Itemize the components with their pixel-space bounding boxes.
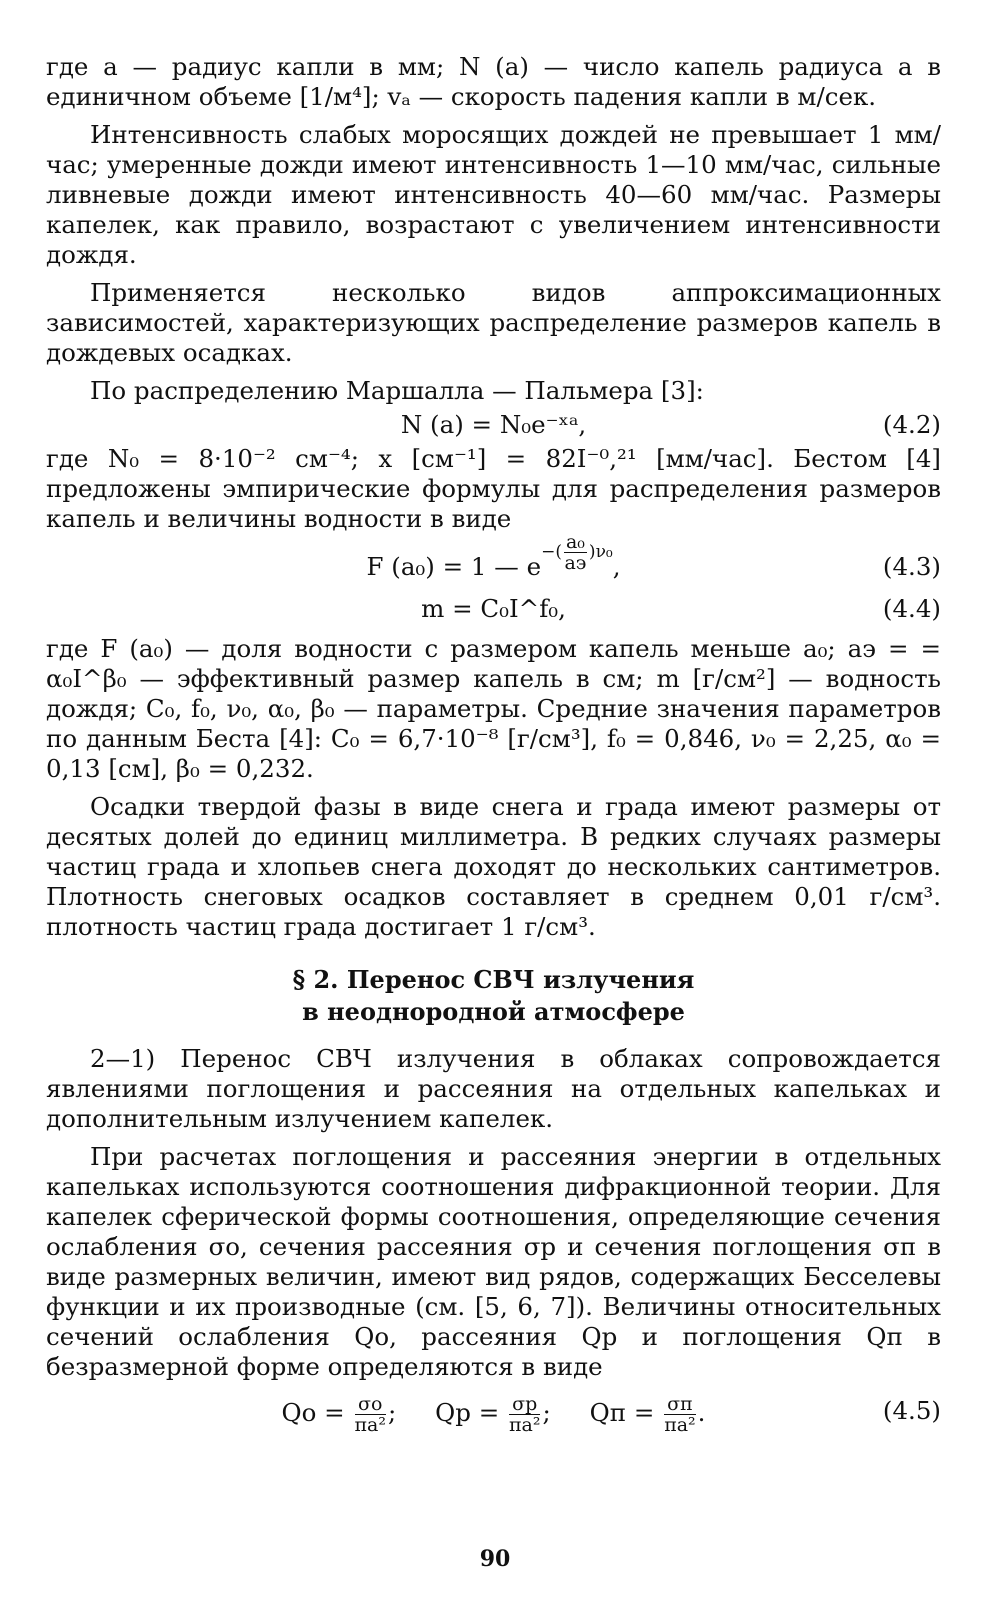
paragraph-9: При расчетах поглощения и рассеяния энергии в отдельных капельках используются соотношения дифракционной теории. Для капелек сферической формы соотношения, определяющие сечения ослабления σо, сечения рассеяния σр и сечения поглощения σп в виде размерных величин, имеют вид рядов, содержащих Бесселевы функции и их производные (см. [5, 6, 7]). Величины относительных сечений ослабления Qо, рассеяния Qр и поглощения Qп в безразмерной форме определяются в виде bbox=[46, 1142, 941, 1381]
equation-4-3-exp-pow: ν₀ bbox=[595, 542, 613, 562]
equation-4-3-lhs: F (a₀) = 1 — e bbox=[366, 552, 542, 581]
equation-4-2 bbox=[46, 408, 941, 442]
equation-4-5-q2-lhs: Qр = bbox=[435, 1398, 500, 1427]
equation-4-5 bbox=[46, 1384, 941, 1442]
equation-4-5-q1-num: σо bbox=[355, 1394, 386, 1415]
equation-4-3-body bbox=[46, 531, 941, 591]
equation-4-2-number: (4.2) bbox=[882, 410, 941, 439]
equation-4-5-q1-den: πa² bbox=[354, 1414, 386, 1436]
paragraph-3: Применяется несколько видов аппроксимационных зависимостей, характеризующих распределение размеров капель в дождевых осадках. bbox=[46, 278, 941, 367]
equation-4-5-q3-num: σп bbox=[664, 1394, 695, 1415]
equation-4-3-exponent: −( a₀ aэ )ν₀ bbox=[541, 531, 613, 574]
equation-4-4-number: (4.4) bbox=[882, 594, 941, 623]
equation-4-5-number: (4.5) bbox=[882, 1396, 941, 1425]
equation-4-2-body: N (a) = N₀e⁻ˣᵃ, bbox=[400, 410, 587, 439]
equation-4-5-body: Qо = σо πa² ; Qр = σр πa² ; Qп = σп πa² . bbox=[281, 1393, 706, 1436]
section-heading-line-1: § 2. Перенос СВЧ излучения bbox=[292, 965, 695, 994]
equation-4-5-q1-lhs: Qо = bbox=[281, 1398, 345, 1427]
equation-4-3-tail: , bbox=[612, 552, 621, 581]
equation-4-5-q3-fraction bbox=[664, 1394, 695, 1435]
section-heading-line-2: в неоднородной атмосфере bbox=[302, 997, 685, 1026]
paragraph-6: где F (a₀) — доля водности с размером капель меньше a₀; aэ = = α₀I^β₀ — эффективный размер капель в см; m [г/см²] — водность дождя; C₀, f₀, ν₀, α₀, β₀ — параметры. Средние значения параметров по данным Беста [4]: C₀ = 6,7·10⁻⁸ [г/см³], f₀ = 0,846, ν₀ = 2,25, α₀ = 0,13 [см], β₀ = 0,232. bbox=[46, 634, 941, 783]
equation-4-5-q2-fraction bbox=[509, 1394, 540, 1435]
paragraph-5: где N₀ = 8·10⁻² см⁻⁴; x [см⁻¹] = 82I⁻⁰,²¹ [мм/час]. Бестом [4] предложены эмпирические формулы для распределения размеров капель и величины водности в виде bbox=[46, 444, 941, 533]
equation-4-3-number: (4.3) bbox=[882, 552, 941, 581]
paragraph-8: 2—1) Перенос СВЧ излучения в облаках сопровождается явлениями поглощения и рассеяния на отдельных капельках и дополнительным излучением капелек. bbox=[46, 1044, 941, 1133]
equation-4-5-q3-den: πa² bbox=[664, 1414, 696, 1436]
equation-4-3-exp-den: aэ bbox=[564, 552, 587, 574]
equation-4-3-exp-num: a₀ bbox=[565, 531, 585, 553]
equation-4-4 bbox=[46, 592, 941, 626]
equation-4-5-q3-lhs: Qп = bbox=[589, 1398, 655, 1427]
page-content bbox=[46, 52, 941, 1444]
equation-4-4-body: m = C₀I^f₀, bbox=[421, 594, 566, 623]
paragraph-2: Интенсивность слабых моросящих дождей не превышает 1 мм/час; умеренные дожди имеют интенсивность 1—10 мм/час, сильные ливневые дожди имеют интенсивность 40—60 мм/час. Размеры капелек, как правило, возрастают с увеличением интенсивности дождя. bbox=[46, 120, 941, 269]
equation-4-5-q2-den: πa² bbox=[509, 1414, 541, 1436]
paragraph-4: По распределению Маршалла — Пальмера [3]: bbox=[90, 376, 704, 405]
equation-4-3 bbox=[46, 531, 941, 590]
page-number: 90 bbox=[479, 1546, 511, 1572]
section-heading bbox=[46, 964, 941, 1028]
equation-4-5-q2-num: σр bbox=[509, 1394, 540, 1415]
paragraph-1: где a — радиус капли в мм; N (a) — число капель радиуса a в единичном объеме [1/м⁴]; vₐ — скорость падения капли в м/сек. bbox=[46, 52, 941, 111]
paragraph-7: Осадки твердой фазы в виде снега и града имеют размеры от десятых долей до единиц миллиметра. В редких случаях размеры частиц града и хлопьев снега доходят до нескольких сантиметров. Плотность снеговых осадков составляет в среднем 0,01 г/см³. плотность частиц града достигает 1 г/см³. bbox=[46, 792, 941, 941]
equation-4-5-q1-fraction bbox=[355, 1394, 386, 1435]
